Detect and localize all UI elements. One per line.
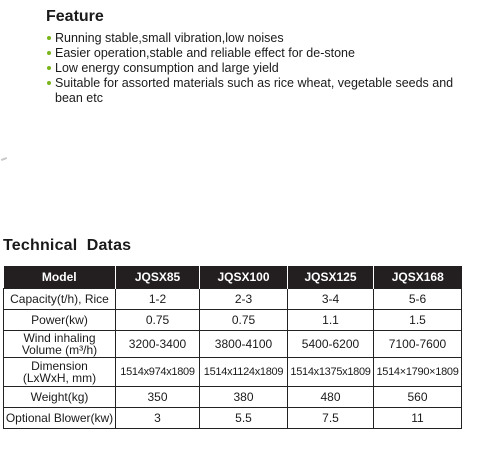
bullet-dot-icon: [47, 66, 51, 70]
row-label: [4, 331, 116, 358]
row-label: Optional Blower(kw): [4, 408, 116, 429]
decorative-mark: [1, 157, 7, 161]
table-row: [4, 331, 462, 358]
table-cell: 3200-3400: [116, 331, 200, 358]
column-header: JQSX100: [200, 266, 288, 289]
row-label: Power(kw): [4, 310, 116, 331]
bullet-dot-icon: [47, 36, 51, 40]
bullet-dot-icon: [47, 81, 51, 85]
feature-item: [46, 46, 466, 61]
feature-heading: Feature: [46, 8, 104, 25]
column-header: JQSX168: [374, 266, 462, 289]
table-cell: 3-4: [288, 289, 374, 310]
column-header-model: Model: [4, 266, 116, 289]
row-label: [4, 358, 116, 387]
feature-item: [46, 76, 466, 106]
table-cell: 5.5: [200, 408, 288, 429]
table-row: [4, 408, 462, 429]
feature-item: [46, 31, 466, 46]
table-cell: 560: [374, 387, 462, 408]
table-cell: 1514x974x1809: [116, 358, 200, 387]
table-cell: 5400-6200: [288, 331, 374, 358]
row-label-line: Volume (m³/h): [21, 343, 98, 357]
table-row: [4, 387, 462, 408]
feature-list: [46, 31, 466, 106]
column-header: JQSX85: [116, 266, 200, 289]
table-cell: 350: [116, 387, 200, 408]
table-cell: 7.5: [288, 408, 374, 429]
table-cell: 1.5: [374, 310, 462, 331]
feature-item-text: Easier operation,stable and reliable effect for de-stone: [55, 46, 355, 60]
bullet-dot-icon: [47, 51, 51, 55]
column-header: JQSX125: [288, 266, 374, 289]
technical-data-table: [3, 266, 462, 429]
row-label-line: Wind inhaling: [23, 331, 96, 345]
table-cell: 3800-4100: [200, 331, 288, 358]
feature-item-text: Suitable for assorted materials such as rice wheat, vegetable seeds and bean etc: [55, 76, 454, 105]
row-label: Weight(kg): [4, 387, 116, 408]
table-cell: 1514x1375x1809: [288, 358, 374, 387]
feature-item-text: Low energy consumption and large yield: [55, 61, 279, 75]
table-cell: 0.75: [116, 310, 200, 331]
table-cell: 380: [200, 387, 288, 408]
table-row: [4, 358, 462, 387]
table-cell: 1514×1790×1809: [374, 358, 462, 387]
row-label-line: Dimension: [31, 359, 88, 373]
table-cell: 1-2: [116, 289, 200, 310]
table-cell: 11: [374, 408, 462, 429]
table-cell: 0.75: [200, 310, 288, 331]
table-cell: 5-6: [374, 289, 462, 310]
table-cell: 1514x1124x1809: [200, 358, 288, 387]
table-cell: 480: [288, 387, 374, 408]
feature-item-text: Running stable,small vibration,low noises: [55, 31, 284, 45]
table-cell: 2-3: [200, 289, 288, 310]
row-label: Capacity(t/h), Rice: [4, 289, 116, 310]
table-cell: 3: [116, 408, 200, 429]
row-label-line: (LxWxH, mm): [22, 371, 97, 385]
table-row: [4, 310, 462, 331]
feature-item: [46, 61, 466, 76]
technical-datas-heading: Technical Datas: [3, 237, 132, 254]
table-header-row: [4, 266, 462, 289]
table-cell: 1.1: [288, 310, 374, 331]
table-cell: 7100-7600: [374, 331, 462, 358]
table-row: [4, 289, 462, 310]
